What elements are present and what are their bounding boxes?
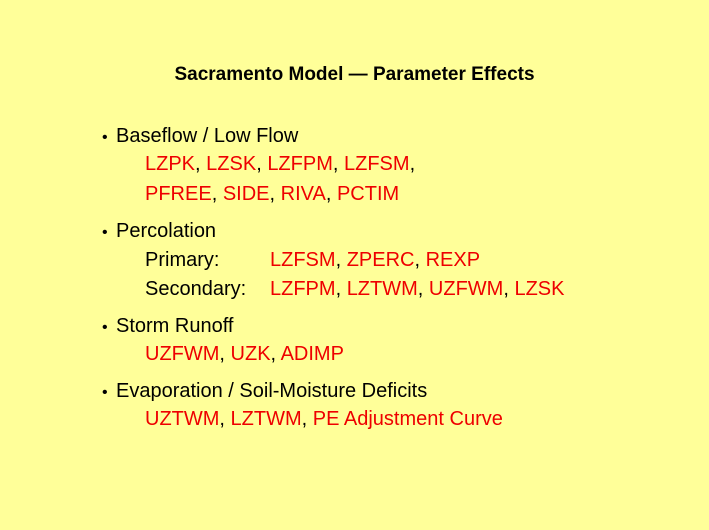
param: REXP (425, 249, 481, 271)
param: LZTWM (346, 278, 418, 300)
param: PE Adjustment Curve (312, 408, 503, 430)
percolation-primary-line (145, 248, 480, 272)
sep: , (270, 343, 281, 365)
sep: , (211, 183, 223, 205)
bullet-percolation (102, 219, 216, 245)
storm-runoff-params-line (145, 342, 344, 366)
bullet-evaporation (102, 379, 427, 405)
slide-title: Sacramento Model — Parameter Effects (174, 64, 535, 85)
param: LZFPM (270, 278, 336, 300)
sep: , (301, 408, 313, 430)
param: UZTWM (145, 408, 220, 430)
heading-percolation: Percolation (116, 220, 217, 242)
param: ZPERC (346, 249, 415, 271)
sep: , (219, 343, 231, 365)
param: RIVA (280, 183, 326, 205)
bullet-dot: • (102, 129, 108, 146)
sep: , (335, 278, 347, 300)
bullet-dot: • (102, 224, 108, 241)
sep: , (332, 153, 344, 175)
param: LZSK (206, 153, 257, 175)
param: UZFWM (428, 278, 504, 300)
param: UZFWM (145, 343, 220, 365)
sep: , (195, 153, 207, 175)
param: SIDE (222, 183, 270, 205)
bullet-storm-runoff (102, 314, 233, 340)
sep: , (335, 249, 347, 271)
sep: , (325, 183, 337, 205)
percolation-secondary-line (145, 277, 564, 301)
param: LZFSM (344, 153, 410, 175)
baseflow-params-line-2 (145, 182, 399, 206)
sep: , (256, 153, 268, 175)
param: LZTWM (230, 408, 302, 430)
heading-baseflow: Baseflow / Low Flow (116, 125, 299, 147)
baseflow-params-line-1 (145, 152, 415, 176)
primary-label: Primary: (145, 249, 220, 271)
trailing-comma: , (409, 153, 416, 175)
param: LZSK (514, 278, 565, 300)
param: LZPK (145, 153, 196, 175)
param: PFREE (145, 183, 212, 205)
bullet-dot: • (102, 319, 108, 336)
secondary-label: Secondary: (145, 278, 247, 300)
sep: , (503, 278, 515, 300)
bullet-dot: • (102, 384, 108, 401)
sep: , (414, 249, 426, 271)
sep: , (417, 278, 429, 300)
evaporation-params-line (145, 407, 503, 431)
param: LZFSM (270, 249, 336, 271)
param: LZFPM (267, 153, 333, 175)
param: ADIMP (280, 343, 344, 365)
heading-evaporation: Evaporation / Soil-Moisture Deficits (116, 380, 428, 402)
sep: , (219, 408, 231, 430)
heading-storm-runoff: Storm Runoff (116, 315, 234, 337)
bullet-baseflow (102, 124, 298, 150)
param: PCTIM (336, 183, 400, 205)
param: UZK (230, 343, 271, 365)
sep: , (269, 183, 281, 205)
